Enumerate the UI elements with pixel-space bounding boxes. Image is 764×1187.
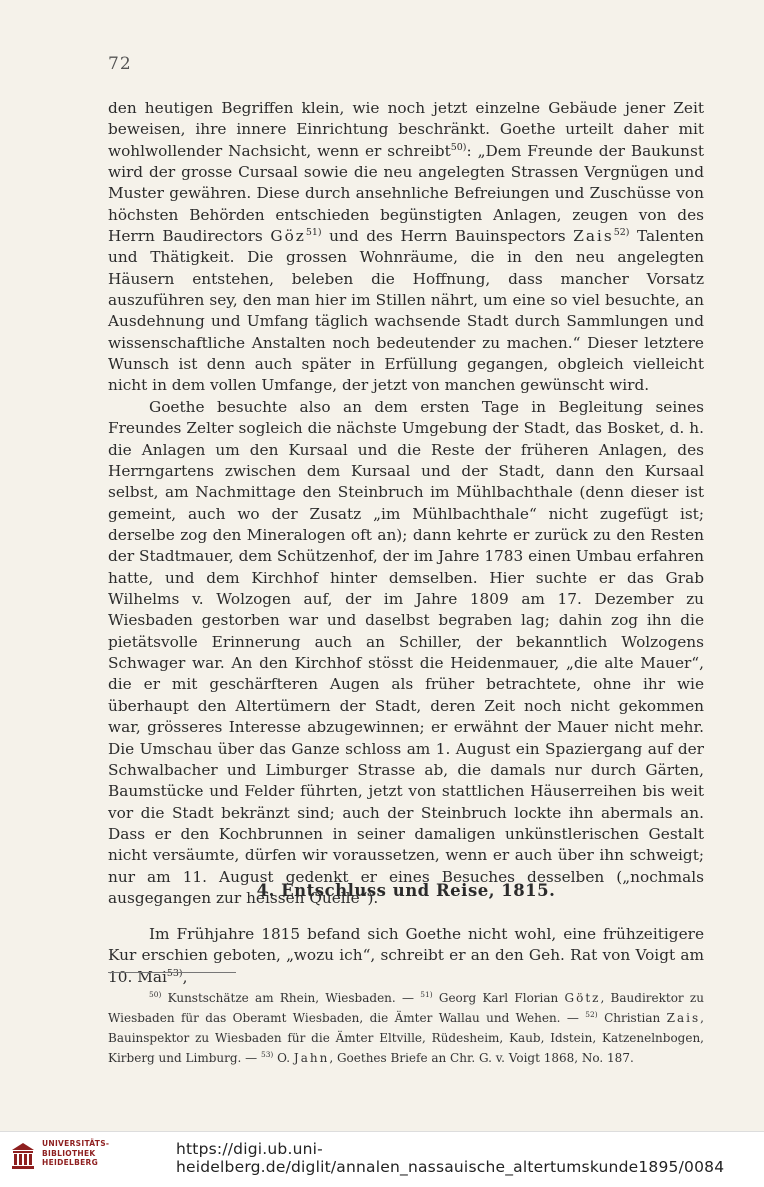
footnote-50-text: Kunstschätze am Rhein, Wiesbaden. —: [161, 991, 421, 1005]
footnote-ref-51: 51): [305, 226, 322, 238]
footnote-52-text-a: Christian: [597, 1011, 667, 1025]
footnote-51-name: Götz: [564, 991, 601, 1005]
footnote-53-text-a: O.: [273, 1051, 294, 1065]
library-name-line-3: HEIDELBERG: [42, 1158, 99, 1167]
paragraph-1: [108, 98, 704, 397]
name-zais: Zais: [573, 227, 614, 246]
footnote-52-name: Zais: [666, 1011, 701, 1025]
library-name-line-2: BIBLIOTHEK: [42, 1148, 96, 1158]
section-heading: 4. Entschluss und Reise, 1815.: [256, 881, 556, 900]
library-name-line-1: UNIVERSITÄTS-: [42, 1139, 110, 1148]
library-logo-icon: [10, 1140, 36, 1170]
footnote-51-text-a: Georg Karl Florian: [432, 991, 565, 1005]
paragraph-1-text-b: : „Dem Freunde der Baukunst wird der grosse Cursaal sowie die neu angelegten Strassen Vergnügen und Muster gewähren. Diese durch ansehnliche Befreiungen und Zuschüsse von höchsten Behörden entschieden begünstigten Anlagen, zeugen von des Herrn Baudirectors: [108, 141, 705, 246]
paragraph-1-text-d: Talenten und Thätigkeit. Die grossen Wohnräume, die in den neu angelegten Häusern entstehen, beleben die Hoffnung, dass mancher Vorsatz auszuführen sey, den man hier im Stillen nährt, um eine so viel besuchte, an Ausdehnung und Umfang täglich wachsende Stadt durch Sammlungen und wissenschaftliche Anstalten noch bedeutender zu machen.“ Dieser letztere Wunsch ist denn auch später in Erfüllung gegangen, obgleich vielleicht nicht in dem vollen Umfange, der jetzt von manchen gewünscht wird.: [108, 227, 704, 395]
paragraph-1-text-a: den heutigen Begriffen klein, wie noch jetzt einzelne Gebäude jener Zeit beweisen, ihre innere Einrichtung beschränkt. Goethe urteilt daher mit wohlwollender Nachsicht, wenn er schreibt: [108, 99, 704, 160]
name-goez: Göz: [270, 227, 306, 246]
library-name: [42, 1139, 109, 1168]
paragraph-2-text: Goethe besuchte also an dem ersten Tage in Begleitung seines Freundes Zelter sogleich die nächste Umgebung der Stadt, das Bosket, d. h. die Anlagen um den Kursaal und die Reste der früheren Anlagen, des Herrngartens zwischen dem Kursaal und der Stadt, dann den Kursaal selbst, am Nachmittage den Steinbruch im Mühlbachthale (denn dieser ist gemeint, auch wo der Zusatz „im Mühlbachthale“ nicht zugefügt ist; derselbe zog den Mineralogen oft an); dann kehrte er zurück zu den Resten der Stadtmauer, dem Schützenhof, der im Jahre 1783 einen Umbau erfahren hatte, und dem Kirchhof hinter demselben. Hier suchte er das Grab Wilhelms v. Wolzogen auf, der im Jahre 1809 am 17. Dezember zu Wiesbaden gestorben war und daselbst begraben lag; dahin zog ihn die pietätsvolle Erinnerung auch an Schiller, der bekanntlich Wolzogens Schwager war. An den Kirchhof stösst die Heidenmauer, „die alte Mauer“, die er mit geschärfteren Augen als früher betrachtete, ohne ihr wie überhaupt den Altertümern der Stadt, deren Zeit noch nicht gekommen war, grösseres Interesse abzugewinnen; er erwähnt der Mauer nicht mehr. Die Umschau über das Ganze schloss am 1. August ein Spaziergang auf der Schwalbacher und Limburger Strasse ab, die damals nur durch Gärten, Baumstücke und Felder führten, jetzt von stattlichen Häuserreihen bis weit vor die Stadt bekränzt sind; auch der Steinbruch lockte ihn abermals an. Dass er den Kochbrunnen in seiner damaligen unkünstlerischen Gestalt nicht versäumte, dürfen wir voraussetzen, wenn er auch über ihn schweigt; nur am 11. August gedenkt er eines Besuches desselben („nochmals ausgegangen zur heissen Quelle“).: [108, 398, 704, 907]
source-url-link[interactable]: https://digi.ub.uni-heidelberg.de/diglit/annalen_nassauische_altertumskunde1895/0084: [176, 1140, 725, 1176]
footnote-52-text-b: , Bauinspektor zu Wiesbaden für die Ämter Eltville, Rüdesheim, Kaub, Idstein, Katzenelnbogen, Kirberg und Limburg. —: [108, 1011, 704, 1065]
footnote-53-text-b: , Goethes Briefe an Chr. G. v. Voigt 1868, No. 187.: [329, 1051, 634, 1065]
footnotes: [108, 988, 704, 1068]
footnote-51-text-b: , Baudirektor zu Wiesbaden für das Oberamt Wiesbaden, die Ämter Wallau und Wehen. —: [108, 991, 704, 1025]
footnote-mark-51: 51): [420, 990, 433, 999]
paragraph-3-text-b: ,: [182, 967, 188, 986]
footnote-ref-53: 53): [166, 967, 183, 979]
paragraph-1-text-c: und des Herrn Bauinspectors: [321, 227, 574, 246]
footnote-mark-50: 50): [149, 990, 162, 999]
footnote-divider: [108, 972, 236, 973]
footnote-mark-52: 52): [585, 1010, 598, 1019]
footer-bar: [0, 1131, 764, 1187]
footnote-ref-52: 52): [613, 226, 630, 238]
paragraph-2: [108, 397, 704, 909]
paragraph-3: [108, 924, 704, 988]
paragraph-3-text-a: Im Frühjahre 1815 befand sich Goethe nicht wohl, eine frühzeitigere Kur erschien geboten, „wozu ich“, schreibt er an den Geh. Rat von Voigt am 10. Mai: [108, 925, 704, 986]
footnote-ref-50: 50): [450, 141, 467, 153]
footnote-53-name: Jahn: [293, 1051, 330, 1065]
page-number: 72: [108, 54, 132, 74]
footnote-mark-53: 53): [260, 1050, 274, 1059]
